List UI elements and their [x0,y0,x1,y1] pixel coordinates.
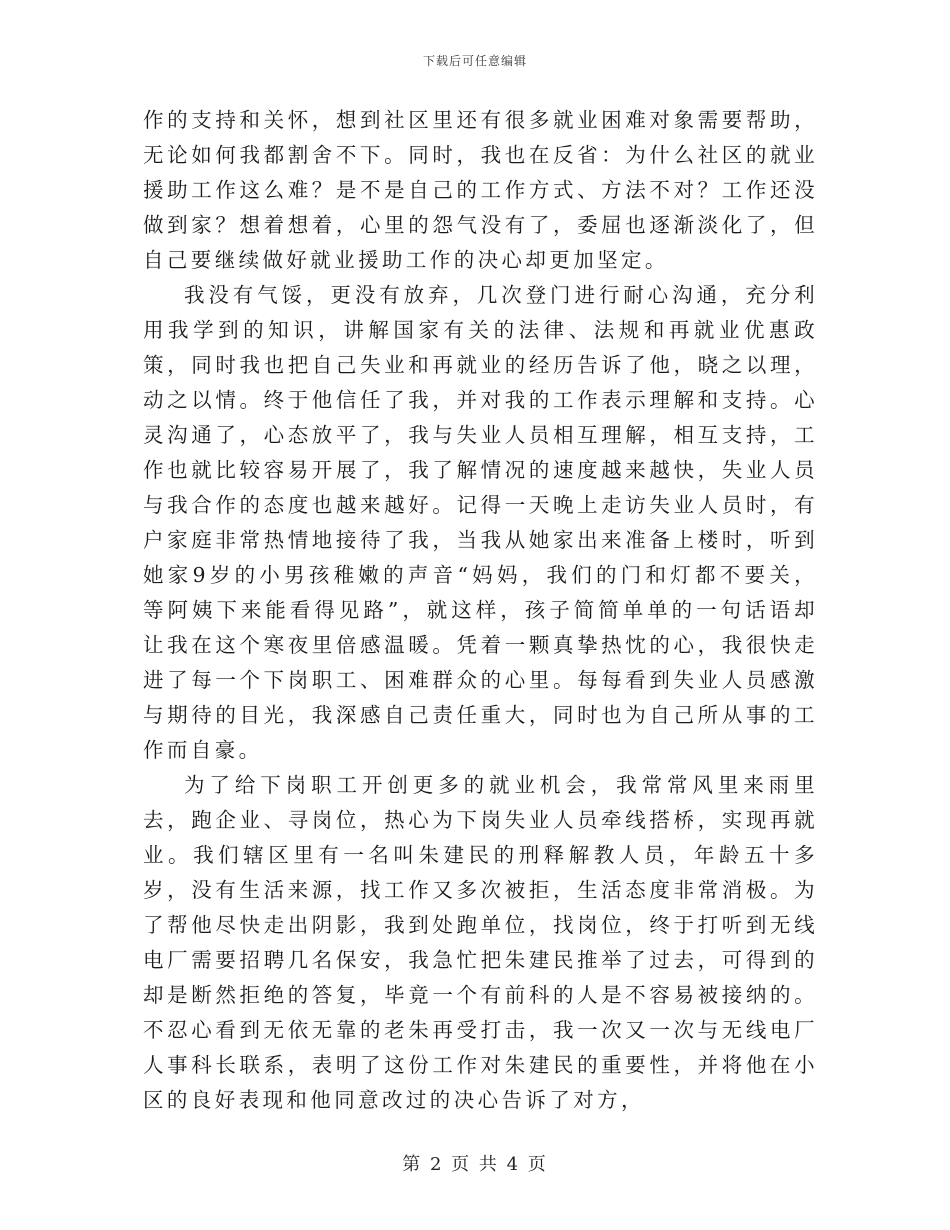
paragraph-continuation: 作的支持和关怀，想到社区里还有很多就业困难对象需要帮助，无论如何我都割舍不下。同时，我也在反省：为什么社区的就业援助工作这么难？是不是自己的工作方式、方法不对？工作还没做到家？想着想着，心里的怨气没有了，委屈也逐渐淡化了，但自己要继续做好就业援助工作的决心却更加坚定。 [143,108,818,272]
document-body [143,103,818,1118]
page-number: 第 2 页 共 4 页 [402,1154,548,1175]
page-header: 下载后可任意编辑 [422,54,527,68]
paragraph: 为了给下岗职工开创更多的就业机会，我常常风里来雨里去，跑企业、寻岗位，热心为下岗失业人员牵线搭桥，实现再就业。我们辖区里有一名叫朱建民的刑释解教人员，年龄五十多岁，没有生活来源，找工作又多次被拒，生活态度非常消极。为了帮他尽快走出阴影，我到处跑单位，找岗位，终于打听到无线电厂需要招聘几名保安，我急忙把朱建民推举了过去，可得到的却是断然拒绝的答复，毕竟一个有前科的人是不容易被接纳的。不忍心看到无依无靠的老朱再受打击，我一次又一次与无线电厂人事科长联系，表明了这份工作对朱建民的重要性，并将他在小区的良好表现和他同意改过的决心告诉了对方， [143,773,818,1112]
paragraph: 我没有气馁，更没有放弃，几次登门进行耐心沟通，充分利用我学到的知识，讲解国家有关的法律、法规和再就业优惠政策，同时我也把自己失业和再就业的经历告诉了他，晓之以理，动之以情。终于他信任了我，并对我的工作表示理解和支持。心灵沟通了，心态放平了，我与失业人员相互理解，相互支持，工作也就比较容易开展了，我了解情况的速度越来越快，失业人员与我合作的态度也越来越好。记得一天晚上走访失业人员时，有户家庭非常热情地接待了我，当我从她家出来准备上楼时，听到她家9岁的小男孩稚嫩的声音“妈妈，我们的门和灯都不要关，等阿姨下来能看得见路”，就这样，孩子简简单单的一句话语却让我在这个寒夜里倍感温暖。凭着一颗真挚热忱的心，我很快走进了每一个下岗职工、困难群众的心里。每每看到失业人员感激与期待的目光，我深感自己责任重大，同时也为自己所从事的工作而自豪。 [143,283,818,762]
